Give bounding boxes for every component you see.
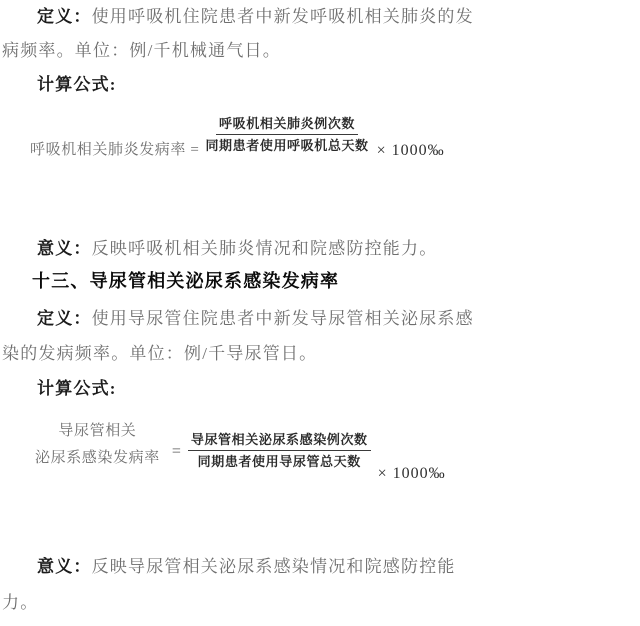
- vap-formula-numerator: 呼吸机相关肺炎例次数: [216, 116, 358, 135]
- vap-meaning-line: [2, 238, 437, 260]
- vap-formula-lhs-text: 呼吸机相关肺炎发病率: [30, 142, 187, 158]
- cauti-definition-text2: 染的发病频率。单位：例/千导尿管日。: [2, 344, 318, 363]
- cauti-formula-multiplier: × 1000‰: [377, 465, 446, 482]
- meaning-label: 意义：: [37, 239, 92, 258]
- cauti-definition-text1: 使用导尿管住院患者中新发导尿管相关泌尿系感: [91, 309, 474, 328]
- vap-formula-equals: =: [190, 142, 200, 158]
- calc-formula-label: 计算公式:: [37, 75, 117, 94]
- vap-meaning-text: 反映呼吸机相关肺炎情况和院感防控能力。: [91, 239, 438, 258]
- vap-definition-line2: [2, 40, 281, 62]
- cauti-formula: [35, 418, 446, 483]
- cauti-meaning-line1: [2, 556, 456, 578]
- vap-formula-lhs: [30, 140, 199, 160]
- cauti-formula-equals: =: [171, 443, 181, 460]
- definition-label: 定义：: [37, 309, 92, 328]
- vap-formula: [30, 112, 445, 160]
- vap-definition-text1: 使用呼吸机住院患者中新发呼吸机相关肺炎的发: [91, 7, 474, 26]
- vap-calc-label-line: [37, 74, 117, 96]
- vap-formula-denominator: 同期患者使用呼吸机总天数: [205, 138, 369, 153]
- definition-label: 定义：: [37, 7, 92, 26]
- cauti-formula-lhs-line2: 泌尿系感染发病率: [35, 450, 160, 466]
- vap-formula-fraction: [205, 116, 368, 153]
- cauti-meaning-line2: [2, 592, 38, 614]
- cauti-meaning-text2: 力。: [2, 593, 39, 612]
- cauti-calc-label-line: [37, 378, 117, 400]
- meaning-label: 意义：: [37, 557, 92, 576]
- cauti-formula-denominator: 同期患者使用导尿管总天数: [197, 454, 361, 469]
- section-heading-13: 十三、导尿管相关泌尿系感染发病率: [32, 271, 340, 291]
- cauti-definition-line2: [2, 343, 317, 365]
- vap-definition-text2: 病频率。单位：例/千机械通气日。: [2, 41, 281, 60]
- cauti-formula-numerator: 导尿管相关泌尿系感染例次数: [188, 432, 371, 451]
- cauti-formula-fraction: [188, 432, 371, 469]
- cauti-formula-lhs: [35, 418, 160, 472]
- cauti-meaning-text1: 反映导尿管相关泌尿系感染情况和院感防控能: [91, 557, 456, 576]
- cauti-formula-lhs-line1: 导尿管相关: [58, 423, 137, 439]
- vap-formula-multiplier: × 1000‰: [376, 142, 445, 159]
- cauti-definition-line1: [2, 308, 474, 330]
- calc-formula-label: 计算公式:: [37, 379, 117, 398]
- vap-definition-line1: [2, 6, 474, 28]
